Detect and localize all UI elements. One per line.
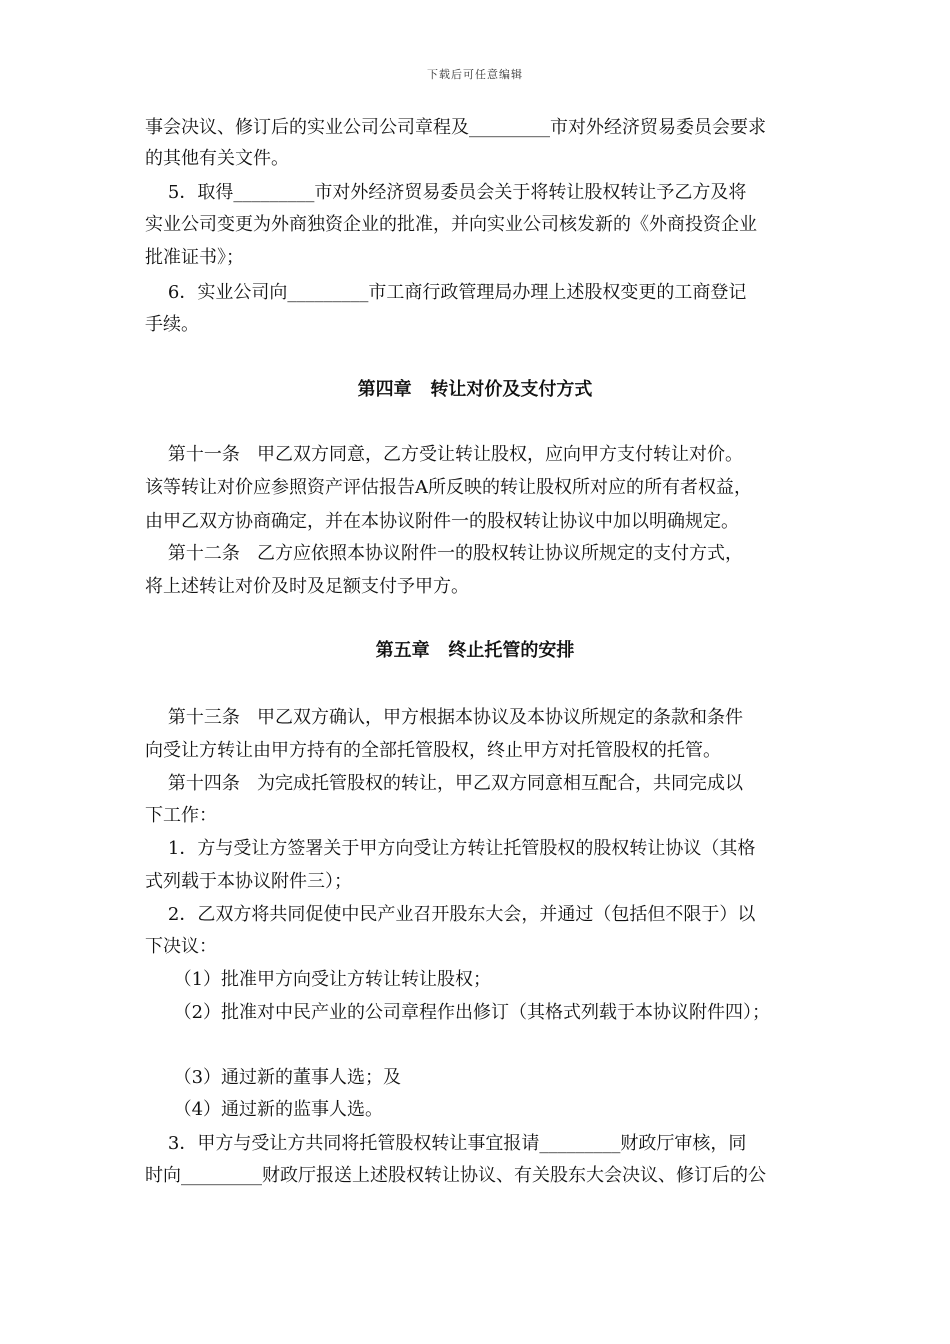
body-line: 事会决议、修订后的实业公司公司章程及_________市对外经济贸易委员会要求: [145, 117, 766, 138]
body-line: 2．乙双方将共同促使中民产业召开股东大会，并通过（包括但不限于）以: [145, 904, 756, 925]
body-line: 6．实业公司向_________市工商行政管理局办理上述股权变更的工商登记: [145, 282, 747, 303]
body-line: 由甲乙双方协商确定，并在本协议附件一的股权转让协议中加以明确规定。: [145, 511, 739, 532]
body-line: 式列载于本协议附件三）；: [145, 871, 352, 892]
body-line: 3．甲方与受让方共同将托管股权转让事宜报请_________财政厅审核，同: [145, 1133, 747, 1154]
body-line: 向受让方转让由甲方持有的全部托管股权，终止甲方对托管股权的托管。: [145, 740, 721, 761]
body-line: 1．方与受让方签署关于甲方向受让方转让托管股权的股权转让协议（其格: [145, 838, 756, 859]
list-subitem: （4）通过新的监事人选。: [145, 1099, 384, 1120]
body-line: 的其他有关文件。: [145, 148, 289, 169]
body-line: 下工作：: [145, 805, 217, 826]
body-line: 第十一条 甲乙双方同意，乙方受让转让股权，应向甲方支付转让对价。: [145, 444, 744, 465]
body-line: 手续。: [145, 314, 199, 335]
body-line: 该等转让对价应参照资产评估报告A所反映的转让股权所对应的所有者权益，: [145, 477, 752, 498]
body-line: 第十三条 甲乙双方确认，甲方根据本协议及本协议所规定的条款和条件: [145, 707, 744, 728]
header-note: 下载后可任意编辑: [427, 68, 523, 81]
body-line: 实业公司变更为外商独资企业的批准，并向实业公司核发新的《外商投资企业: [145, 214, 757, 235]
body-line: 将上述转让对价及时及足额支付予甲方。: [145, 576, 469, 597]
body-line: 第十二条 乙方应依照本协议附件一的股权转让协议所规定的支付方式，: [145, 543, 744, 564]
body-line: 5．取得_________市对外经济贸易委员会关于将转让股权转让予乙方及将: [145, 182, 747, 203]
chapter-heading: 第五章 终止托管的安排: [375, 640, 575, 661]
body-line: 下决议：: [145, 936, 217, 957]
chapter-heading: 第四章 转让对价及支付方式: [357, 379, 593, 400]
body-line: 时向_________财政厅报送上述股权转让协议、有关股东大会决议、修订后的公: [145, 1165, 766, 1186]
body-line: 第十四条 为完成托管股权的转让，甲乙双方同意相互配合，共同完成以: [145, 773, 744, 794]
list-subitem: （3）通过新的董事人选；及: [145, 1067, 402, 1088]
body-line: 批准证书》；: [145, 247, 244, 268]
list-subitem: （2）批准对中民产业的公司章程作出修订（其格式列载于本协议附件四）；: [145, 1002, 771, 1023]
list-subitem: （1）批准甲方向受让方转让转让股权；: [145, 969, 492, 990]
